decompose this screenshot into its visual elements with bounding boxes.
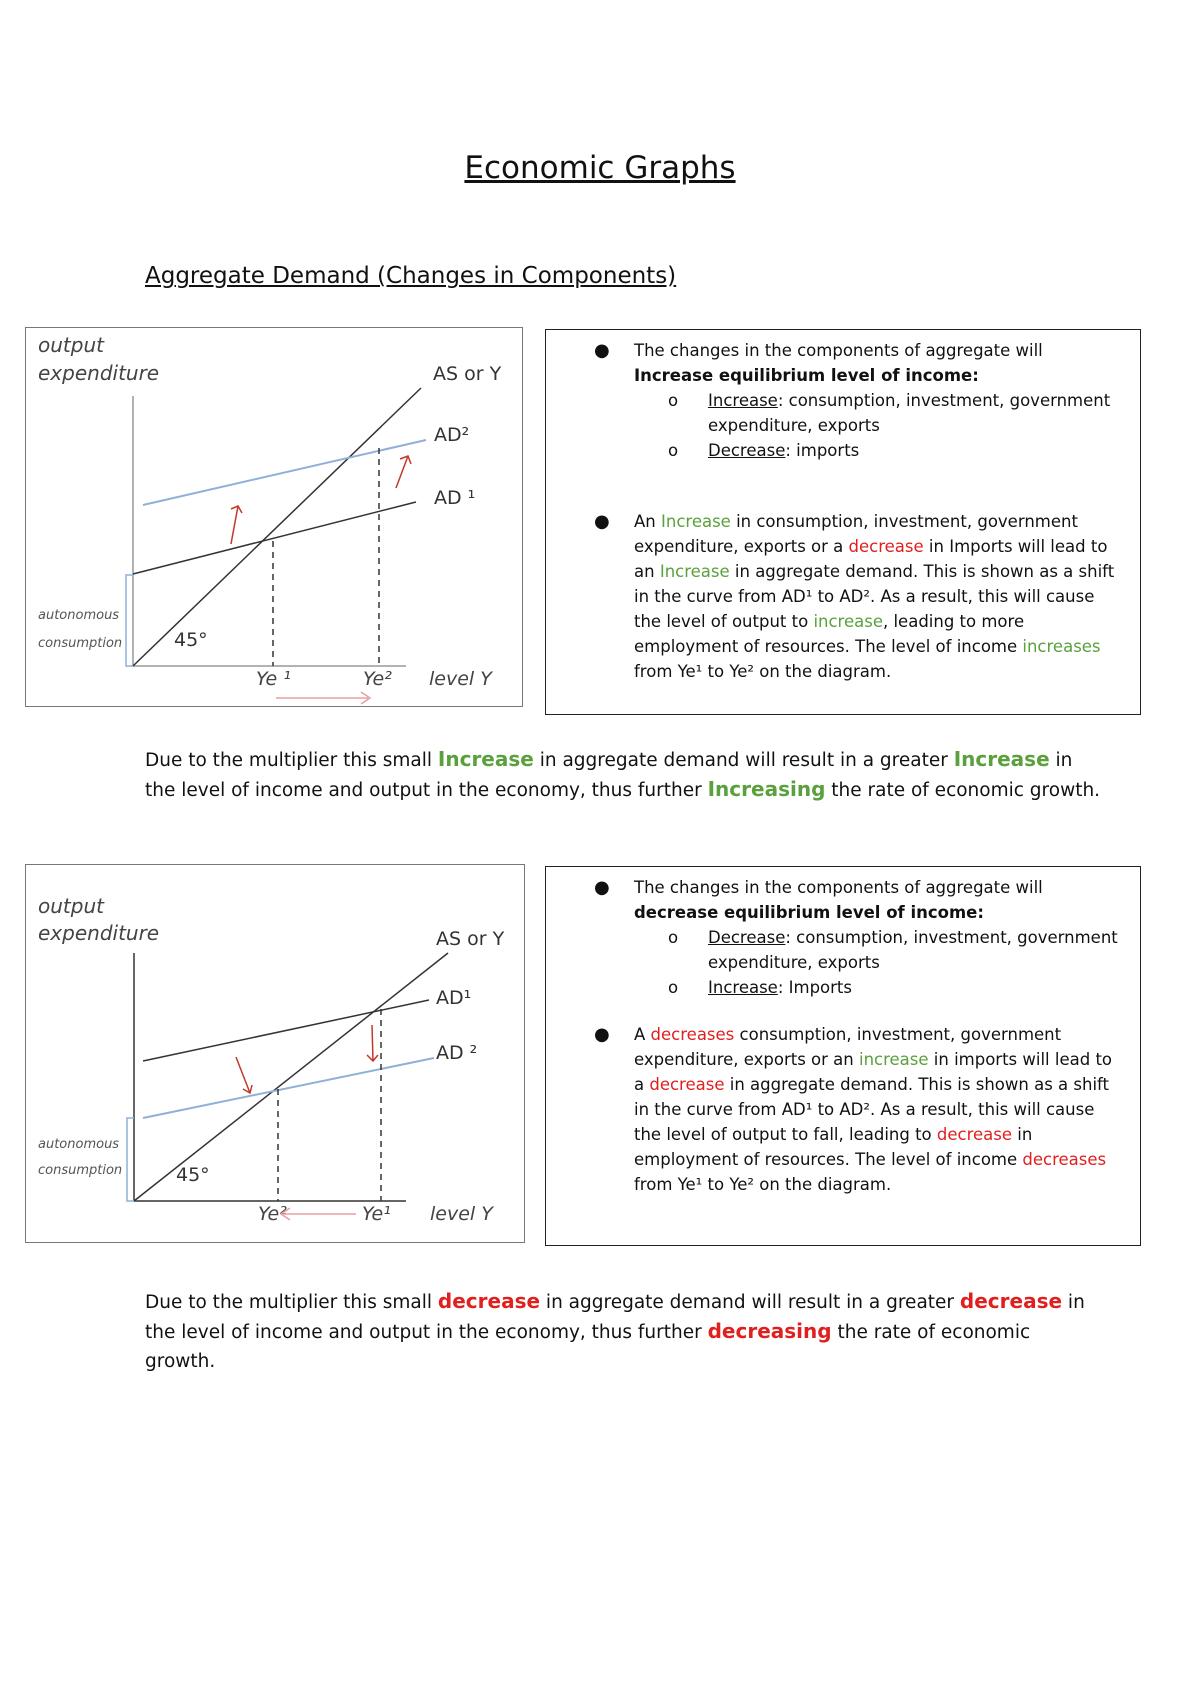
- ad-lower-line: [143, 1058, 434, 1118]
- y-axis-label-2: expenditure: [38, 921, 160, 945]
- shift-up-arrow-2: [396, 456, 411, 488]
- t: increase: [813, 612, 883, 631]
- ye-left-label: Ye ¹: [256, 668, 291, 690]
- explanation-box-decrease: [545, 866, 1141, 1246]
- t: in the level of income and output in the economy, thus further: [145, 750, 1073, 801]
- y-axis-label-1: output: [38, 894, 104, 918]
- autonomous-bracket: [127, 1118, 134, 1201]
- t: the rate of economic growth.: [825, 780, 1101, 801]
- t: in aggregate demand will result in a greater: [533, 750, 954, 771]
- t: decrease: [936, 1125, 1013, 1144]
- y-axis-label-2: expenditure: [38, 361, 160, 385]
- shift-down-arrow-1: [236, 1057, 252, 1093]
- bullet-2: [546, 509, 1126, 684]
- ad-lower-line: [133, 502, 416, 574]
- bullet-bold: decrease equilibrium level of income:: [634, 903, 984, 922]
- ad-upper-label: AD²: [434, 424, 470, 446]
- bullet-dot: ●: [594, 511, 610, 532]
- consumption-label: consumption: [38, 636, 123, 651]
- autonomous-bracket: [126, 575, 133, 666]
- bullet-1: [546, 875, 1126, 925]
- ad-upper-line: [143, 1000, 429, 1061]
- angle-label: 45°: [176, 1164, 210, 1186]
- bullet-1: [546, 338, 1126, 388]
- t: increase: [858, 1050, 929, 1069]
- bullet-bold: Increase equilibrium level of income:: [634, 366, 979, 385]
- sub-text: : consumption, investment, government expenditure, exports: [708, 928, 1118, 972]
- t: from Ye¹ to Ye² on the diagram.: [634, 662, 892, 681]
- bullet-text: The changes in the components of aggregate will: [634, 878, 1043, 897]
- bullet-dot: ●: [594, 340, 610, 361]
- t: Increase: [953, 747, 1050, 771]
- ye-right-label: Ye²: [363, 668, 392, 690]
- income-increase-arrow: [276, 692, 370, 704]
- ye-right-label: Ye¹: [362, 1203, 391, 1225]
- bullet-text: The changes in the components of aggregate will: [634, 341, 1043, 360]
- t: in aggregate demand will result in a greater: [540, 1292, 960, 1313]
- t: Increase: [437, 747, 534, 771]
- bullet-dot: ●: [594, 877, 610, 898]
- sub-text: : imports: [785, 441, 860, 460]
- t: Due to the multiplier this small: [145, 1292, 438, 1313]
- t: Increase: [659, 562, 730, 581]
- sub-item-decrease: o Decrease: imports: [668, 441, 860, 460]
- income-decrease-arrow: [281, 1208, 356, 1220]
- sub-label: Decrease: [708, 441, 786, 460]
- ad-lower-label: AD ¹: [434, 487, 476, 509]
- t: decrease: [848, 537, 924, 556]
- multiplier-paragraph-increase: [145, 745, 1105, 805]
- t: , leading to more employment of resources. The level of income: [634, 612, 1025, 656]
- t: in aggregate demand. This is shown as a shift in the curve from AD¹ to AD². As a result, this will cause the level of output to fall, leading to: [634, 1075, 1110, 1144]
- autonomous-label: autonomous: [38, 1137, 120, 1152]
- t: An: [634, 512, 661, 531]
- ye-left-label: Ye²: [258, 1203, 287, 1225]
- graph-decrease-svg: [26, 865, 524, 1242]
- sub-text: : Imports: [777, 978, 852, 997]
- autonomous-label: autonomous: [38, 608, 120, 623]
- graph-decrease: [25, 864, 525, 1243]
- sub-text: : consumption, investment, government expenditure, exports: [708, 391, 1111, 435]
- bullet-2: [546, 1022, 1126, 1197]
- t: the rate of economic growth.: [145, 1322, 1031, 1372]
- shift-up-arrow-1: [231, 506, 242, 544]
- angle-label: 45°: [174, 629, 208, 651]
- t: in consumption, investment, government expenditure, exports or a: [634, 512, 1078, 556]
- t: decreasing: [707, 1319, 832, 1343]
- t: in aggregate demand. This is shown as a shift in the curve from AD¹ to AD². As a result, this will cause the level of output to: [634, 562, 1115, 631]
- t: decreases: [1022, 1150, 1107, 1169]
- graph-increase: [25, 327, 523, 707]
- t: decrease: [437, 1289, 541, 1313]
- sub-label: Decrease: [708, 928, 786, 947]
- t: in employment of resources. The level of income: [634, 1125, 1033, 1169]
- t: from Ye¹ to Ye² on the diagram.: [634, 1175, 892, 1194]
- as-label: AS or Y: [433, 363, 502, 385]
- sub-label: Increase: [708, 978, 778, 997]
- ad-upper-line: [143, 440, 426, 505]
- ad-lower-label: AD ²: [436, 1042, 478, 1064]
- page-title: Economic Graphs: [464, 150, 736, 186]
- graph-increase-svg: [26, 328, 522, 706]
- explanation-box-increase: [545, 329, 1141, 715]
- multiplier-paragraph-decrease: [145, 1287, 1105, 1376]
- bullet-dot: ●: [594, 1024, 610, 1045]
- sub-item-decrease: o Decrease: consumption, investment, government expenditure, exports: [668, 928, 1118, 972]
- sub-item-increase: o Increase: Imports: [668, 978, 852, 997]
- consumption-label: consumption: [38, 1163, 123, 1178]
- as-line: [133, 388, 421, 666]
- t: decrease: [959, 1289, 1063, 1313]
- t: decreases: [650, 1025, 735, 1044]
- sub-label: Increase: [708, 391, 778, 410]
- y-axis-label-1: output: [38, 333, 104, 357]
- sub-item-increase: o Increase: consumption, investment, government expenditure, exports: [668, 391, 1111, 435]
- t: in imports will lead to a: [634, 1050, 1113, 1094]
- t: increases: [1022, 637, 1101, 656]
- t: decrease: [649, 1075, 725, 1094]
- t: in Imports will lead to an: [634, 537, 1108, 581]
- t: in the level of income and output in the economy, thus further: [145, 1292, 1085, 1343]
- shift-down-arrow-2: [367, 1025, 378, 1061]
- ad-upper-label: AD¹: [436, 987, 472, 1009]
- t: consumption, investment, government expenditure, exports or an: [634, 1025, 1062, 1069]
- as-label: AS or Y: [436, 928, 505, 950]
- x-axis-label: level Y: [430, 1203, 493, 1225]
- t: Increasing: [707, 777, 826, 801]
- t: Increase: [661, 512, 731, 531]
- section-heading: Aggregate Demand (Changes in Components): [145, 263, 677, 289]
- t: Due to the multiplier this small: [145, 750, 438, 771]
- t: A: [634, 1025, 651, 1044]
- x-axis-label: level Y: [429, 668, 492, 690]
